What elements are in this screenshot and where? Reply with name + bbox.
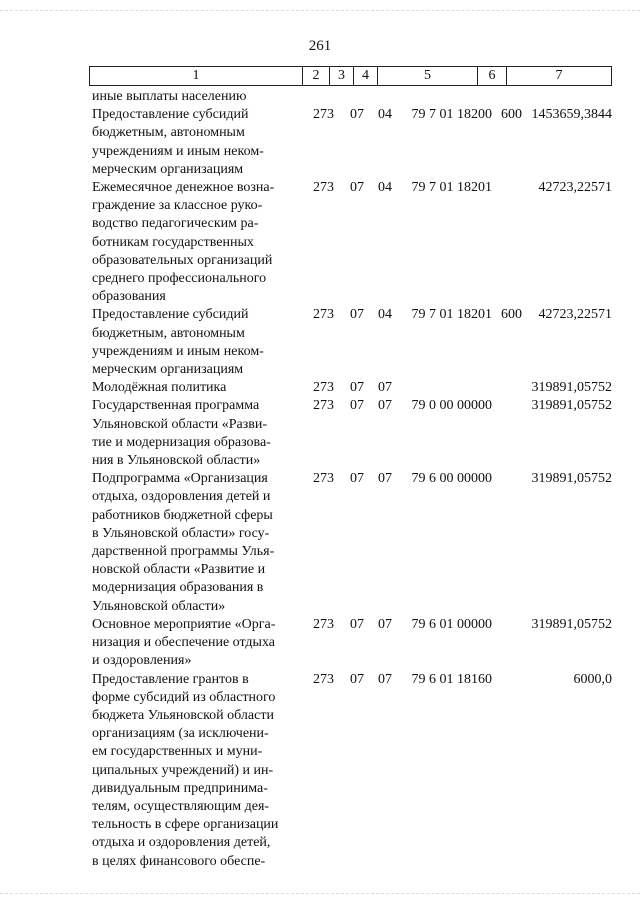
- row-name-line: Подпрограмма «Организация: [92, 471, 268, 487]
- row-name-line: телям, осуществляющим дея-: [92, 798, 270, 814]
- row-name-line: образования: [92, 289, 166, 305]
- row-ministry-code: 273: [313, 471, 334, 487]
- page-number: 261: [308, 38, 332, 54]
- row-target-article: 79 7 01 18200: [411, 107, 492, 123]
- row-name-line: дарственной программы Улья-: [92, 544, 275, 560]
- row-name: [92, 88, 300, 106]
- table-row: [92, 470, 612, 616]
- row-name-line: форме субсидий из областного: [92, 689, 276, 705]
- row-name: [92, 671, 300, 871]
- row-name-line: мерческим организациям: [92, 362, 244, 378]
- row-target-article: 79 7 01 18201: [411, 180, 492, 196]
- row-name-line: тие и модернизация образова-: [92, 434, 271, 450]
- row-section: 07: [350, 380, 364, 396]
- row-name-line: бюджета Ульяновской области: [92, 707, 274, 723]
- row-name-line: иные выплаты населению: [92, 89, 247, 104]
- row-target-article: [392, 88, 492, 106]
- row-name-line: ем государственных и муни-: [92, 744, 263, 760]
- row-name: [92, 379, 300, 397]
- row-ministry-code: 273: [313, 380, 334, 396]
- row-expense-type: [492, 397, 522, 470]
- row-target-article: 79 6 00 00000: [411, 471, 492, 487]
- row-ministry-code: 273: [313, 671, 334, 687]
- row-name: [92, 179, 300, 306]
- row-name: [92, 306, 300, 379]
- row-ministry-code: [300, 88, 334, 106]
- scan-edge-bottom: [0, 893, 640, 894]
- row-ministry-code: 273: [313, 180, 334, 196]
- row-subsection: [364, 88, 392, 106]
- header-col-5: 5: [378, 67, 478, 85]
- row-expense-type: [492, 671, 522, 871]
- row-subsection: 07: [378, 398, 392, 414]
- row-amount: 319891,05752: [531, 471, 612, 487]
- row-name-line: Предоставление грантов в: [92, 671, 249, 687]
- header-col-6: 6: [478, 67, 507, 85]
- table-header: [89, 66, 612, 86]
- header-col-2: 2: [303, 67, 330, 85]
- row-section: 07: [350, 616, 364, 632]
- row-name-line: Ульяновской области «Разви-: [92, 416, 268, 432]
- row-name-line: в целях финансового обеспе-: [92, 853, 266, 869]
- row-expense-type: 600: [501, 107, 522, 123]
- row-name-line: низация и обеспечение отдыха: [92, 635, 275, 651]
- table-row: [92, 88, 612, 106]
- table-row: [92, 106, 612, 179]
- row-name-line: отдыха и оздоровления детей,: [92, 835, 271, 851]
- row-subsection: 04: [378, 307, 392, 323]
- row-name-line: Государственная программа: [92, 398, 260, 414]
- header-col-7: 7: [555, 68, 563, 83]
- row-expense-type: [492, 379, 522, 397]
- table-row: [92, 671, 612, 871]
- row-name-line: новской области «Развитие и: [92, 562, 266, 578]
- row-name: [92, 616, 300, 671]
- row-amount: [522, 88, 612, 106]
- row-name-line: Предоставление субсидий: [92, 307, 249, 323]
- row-expense-type: [492, 616, 522, 671]
- table-row: [92, 306, 612, 379]
- row-ministry-code: 273: [313, 616, 334, 632]
- row-section: 07: [350, 107, 364, 123]
- row-name-line: водство педагогическим ра-: [92, 216, 259, 232]
- row-name-line: модернизация образования в: [92, 580, 264, 596]
- row-target-article: 79 6 01 18160: [411, 671, 492, 687]
- scan-edge-top: [0, 10, 640, 11]
- row-name-line: образовательных организаций: [92, 252, 273, 268]
- row-name-line: бюджетным, автономным: [92, 125, 245, 141]
- row-target-article: 79 6 01 00000: [411, 616, 492, 632]
- row-target-article: 79 7 01 18201: [411, 307, 492, 323]
- row-name-line: ципальных учреждений) и ин-: [92, 762, 274, 778]
- row-ministry-code: 273: [313, 307, 334, 323]
- row-expense-type: [492, 179, 522, 306]
- row-target-article: [392, 379, 492, 397]
- table-row: [92, 397, 612, 470]
- table-row: [92, 379, 612, 397]
- row-amount: 1453659,3844: [531, 107, 612, 123]
- row-name-line: в Ульяновской области» госу-: [92, 525, 270, 541]
- row-name-line: Ульяновской области»: [92, 598, 226, 614]
- header-col-3: 3: [330, 67, 354, 85]
- row-name-line: Ежемесячное денежное возна-: [92, 180, 275, 196]
- row-name-line: бюджетным, автономным: [92, 325, 245, 341]
- row-section: 07: [350, 180, 364, 196]
- row-name-line: организациям (за исключени-: [92, 726, 269, 742]
- row-name: [92, 397, 300, 470]
- row-subsection: 04: [378, 107, 392, 123]
- header-col-4: 4: [354, 67, 378, 85]
- row-section: 07: [350, 398, 364, 414]
- row-target-article: 79 0 00 00000: [411, 398, 492, 414]
- row-expense-type: [492, 88, 522, 106]
- row-name-line: Предоставление субсидий: [92, 107, 249, 123]
- row-section: 07: [350, 471, 364, 487]
- row-name-line: ния в Ульяновской области»: [92, 453, 261, 469]
- row-amount: 319891,05752: [531, 398, 612, 414]
- row-expense-type: 600: [501, 307, 522, 323]
- row-subsection: 07: [378, 380, 392, 396]
- row-name-line: учреждениям и иным неком-: [92, 343, 264, 359]
- row-section: 07: [350, 307, 364, 323]
- row-ministry-code: 273: [313, 107, 334, 123]
- row-amount: 319891,05752: [531, 380, 612, 396]
- row-name: [92, 106, 300, 179]
- table-row: [92, 179, 612, 306]
- row-name-line: дивидуальным предпринима-: [92, 780, 268, 796]
- row-name-line: отдыха, оздоровления детей и: [92, 489, 271, 505]
- row-name-line: тельность в сфере организации: [92, 817, 279, 833]
- row-section: 07: [350, 671, 364, 687]
- row-amount: 42723,22571: [538, 307, 612, 323]
- row-name-line: работников бюджетной сферы: [92, 507, 273, 523]
- row-subsection: 07: [378, 471, 392, 487]
- row-subsection: 04: [378, 180, 392, 196]
- row-subsection: 07: [378, 671, 392, 687]
- row-name-line: учреждениям и иным неком-: [92, 143, 264, 159]
- row-amount: 42723,22571: [538, 180, 612, 196]
- table-row: [92, 616, 612, 671]
- row-name-line: Основное мероприятие «Орга-: [92, 616, 276, 632]
- row-name-line: граждение за классное руко-: [92, 198, 263, 214]
- row-name-line: мерческим организациям: [92, 161, 244, 177]
- row-expense-type: [492, 470, 522, 616]
- budget-table-body: [92, 88, 612, 871]
- row-section: [334, 88, 364, 106]
- row-name: [92, 470, 300, 616]
- row-amount: 6000,0: [573, 671, 612, 687]
- header-col-1: 1: [90, 67, 303, 85]
- row-name-line: среднего профессионального: [92, 271, 267, 287]
- row-amount: 319891,05752: [531, 616, 612, 632]
- row-name-line: ботникам государственных: [92, 234, 254, 250]
- row-ministry-code: 273: [313, 398, 334, 414]
- row-subsection: 07: [378, 616, 392, 632]
- row-name-line: и оздоровления»: [92, 653, 192, 669]
- row-name-line: Молодёжная политика: [92, 380, 227, 396]
